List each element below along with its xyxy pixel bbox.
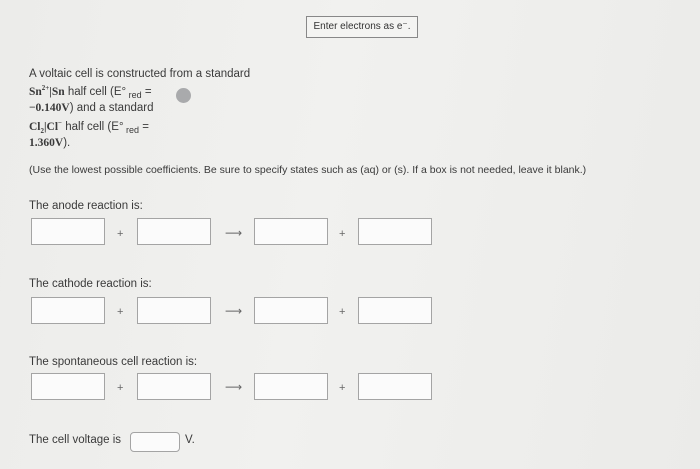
cell-arrow-icon: ⟶ (225, 380, 243, 394)
anode-plus-right: + (339, 228, 346, 240)
instructions-text: (Use the lowest possible coefficients. Be sure to specify states such as (aq) or (s). If a box is not needed, leave it blank.) (29, 164, 587, 176)
cell-reactant-1-input[interactable] (31, 373, 105, 400)
problem-line-1: A voltaic cell is constructed from a standard (29, 68, 251, 80)
anode-reactant-1-input[interactable] (31, 218, 105, 245)
anode-product-2-input[interactable] (358, 218, 432, 245)
cathode-product-1-input[interactable] (254, 297, 328, 324)
anode-plus-left: + (117, 228, 124, 240)
problem-line-3: −0.140V) and a standard (29, 102, 154, 114)
cell-reaction-label: The spontaneous cell reaction is: (29, 356, 198, 368)
anode-reactant-2-input[interactable] (137, 218, 211, 245)
cell-plus-right: + (339, 382, 346, 394)
cell-plus-left: + (117, 382, 124, 394)
cathode-reactant-1-input[interactable] (31, 297, 105, 324)
cathode-plus-right: + (339, 306, 346, 318)
cell-product-1-input[interactable] (254, 373, 328, 400)
cell-product-2-input[interactable] (358, 373, 432, 400)
anode-arrow-icon: ⟶ (225, 226, 243, 240)
cathode-plus-left: + (117, 306, 124, 318)
cathode-product-2-input[interactable] (358, 297, 432, 324)
cell-reactant-2-input[interactable] (137, 373, 211, 400)
problem-line-2: $Sn^{2+}|Sn$ half cell (E° $_{red}$ = (29, 84, 152, 101)
cathode-arrow-icon: ⟶ (225, 304, 243, 318)
problem-line-4: $Cl_2|Cl^-$ half cell (E° $_{red}$ = (29, 119, 149, 136)
cathode-label: The cathode reaction is: (29, 278, 152, 290)
anode-product-1-input[interactable] (254, 218, 328, 245)
cell-voltage-input[interactable] (130, 432, 180, 452)
cathode-reactant-2-input[interactable] (137, 297, 211, 324)
electron-hint-button[interactable]: Enter electrons as e⁻. (306, 16, 418, 38)
problem-line-5: 1.360V). (29, 137, 71, 149)
voltage-unit: V. (185, 434, 195, 446)
anode-label: The anode reaction is: (29, 200, 143, 212)
voltage-label: The cell voltage is (29, 434, 122, 446)
info-dot-icon[interactable] (176, 88, 191, 103)
